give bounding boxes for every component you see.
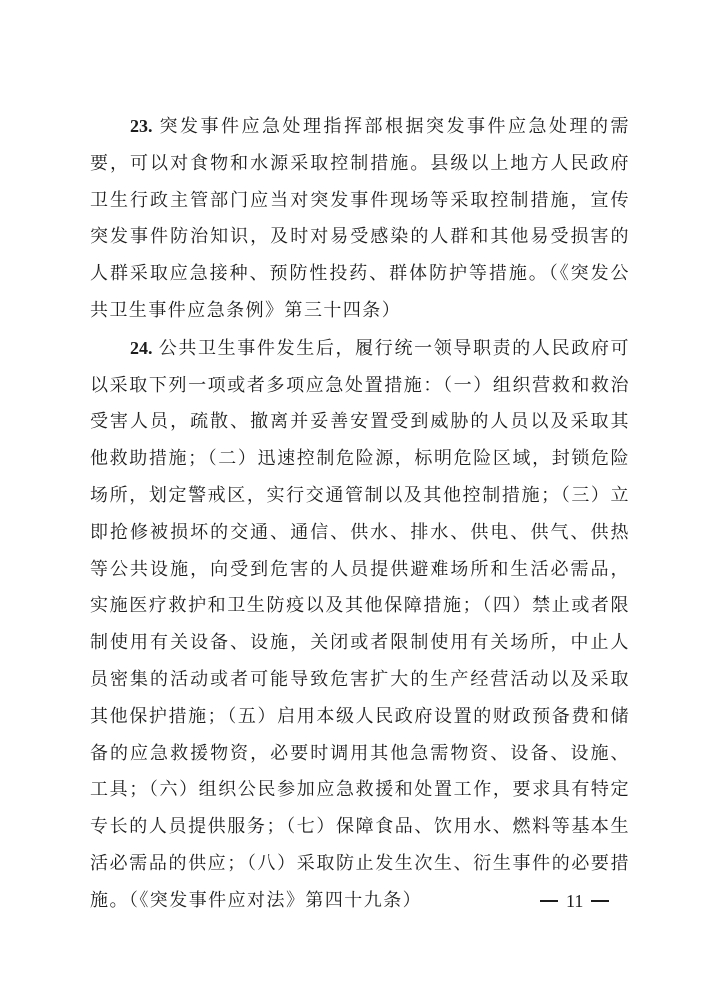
page-number xyxy=(540,888,620,914)
paragraph-text: 突发事件应急处理指挥部根据突发事件应急处理的需要，可以对食物和水源采取控制措施。县级以上地方人民政府卫生行政主管部门应当对突发事件现场等采取控制措施，宣传突发事件防治知识，及时对易受感染的人群和其他易受损害的人群采取应急接种、预防性投药、群体防护等措施。（《突发公共卫生事件应急条例》第三十四条） xyxy=(90,116,630,321)
paragraph-24 xyxy=(90,330,630,920)
paragraph-23 xyxy=(90,108,630,330)
page-number-dash-right xyxy=(591,900,609,902)
page-number-value: 11 xyxy=(566,891,584,911)
paragraph-number: 23. xyxy=(130,116,153,136)
paragraph-text: 公共卫生事件发生后，履行统一领导职责的人民政府可以采取下列一项或者多项应急处置措施：（一）组织营救和救治受害人员，疏散、撤离并妥善安置受到威胁的人员以及采取其他救助措施；（二）迅速控制危险源，标明危险区域，封锁危险场所，划定警戒区，实行交通管制以及其他控制措施；（三）立即抢修被损坏的交通、通信、供水、排水、供电、供气、供热等公共设施，向受到危害的人员提供避难场所和生活必需品，实施医疗救护和卫生防疫以及其他保障措施；（四）禁止或者限制使用有关设备、设施，关闭或者限制使用有关场所，中止人员密集的活动或者可能导致危害扩大的生产经营活动以及采取其他保护措施；（五）启用本级人民政府设置的财政预备费和储备的应急救援物资，必要时调用其他急需物资、设备、设施、工具；（六）组织公民参加应急救援和处置工作，要求具有特定专长的人员提供服务；（七）保障食品、饮用水、燃料等基本生活必需品的供应；（八）采取防止发生次生、衍生事件的必要措施。（《突发事件应对法》第四十九条） xyxy=(90,337,630,911)
document-body xyxy=(90,108,630,920)
paragraph-number: 24. xyxy=(130,337,153,358)
page-number-dash-left xyxy=(540,900,558,902)
